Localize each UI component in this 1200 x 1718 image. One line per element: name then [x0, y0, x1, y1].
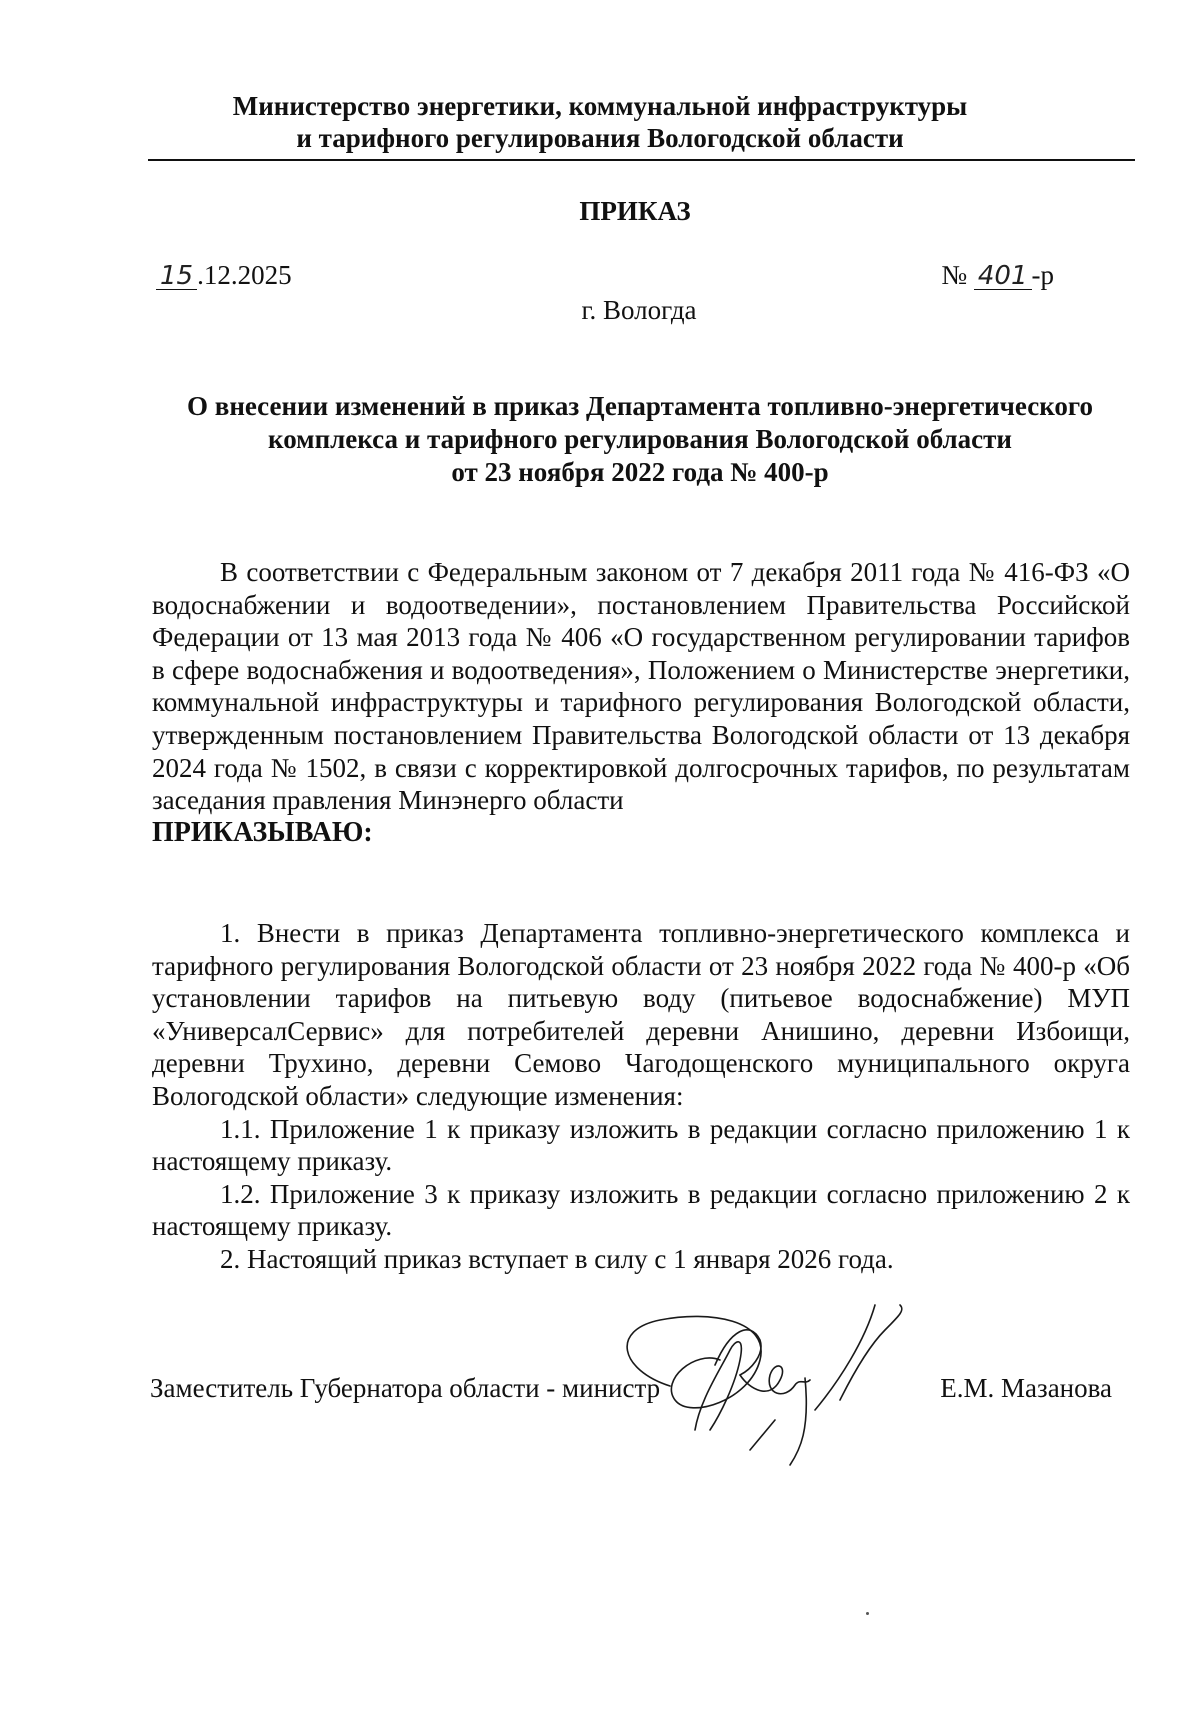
order-items [152, 917, 1130, 1276]
number-sign: № [941, 260, 968, 290]
handwritten-day: 15 [156, 263, 197, 290]
document-number [941, 260, 1054, 291]
number-suffix: -р [1031, 260, 1054, 290]
page-speck [866, 1612, 869, 1615]
signatory-name: Е.М. Мазанова [940, 1373, 1112, 1403]
order-item-2: 2. Настоящий приказ вступает в силу с 1 января 2026 года. [220, 1243, 894, 1274]
order-item-1-2: 1.2. Приложение 3 к приказу изложить в редакции согласно приложению 2 к настоящему приказу. [152, 1178, 1130, 1242]
document-date [156, 260, 292, 291]
handwritten-signature [600, 1290, 940, 1470]
subject-line-3: от 23 ноября 2022 года № 400-р [451, 457, 829, 487]
handwritten-number: 401 [974, 263, 1032, 290]
document-body [152, 556, 1130, 849]
signatory-title: Заместитель Губернатора области - министр [150, 1373, 661, 1403]
ministry-header [0, 90, 1200, 154]
header-divider [148, 159, 1135, 161]
subject-line-2: комплекса и тарифного регулирования Вологодской области [268, 424, 1012, 454]
ministry-line-1: Министерство энергетики, коммунальной инфраструктуры [232, 91, 968, 121]
order-item-1: 1. Внести в приказ Департамента топливно-энергетического комплекса и тарифного регулирования Вологодской области от 23 ноября 2022 года № 400-р «Об установлении тарифов на питьевую воду (питьевое водоснабжение) МУП «УниверсалСервис» для потребителей деревни Анишино, деревни Избоищи, деревни Трухино, деревни Семово Чагодощенского муниципального округа Вологодской области» следующие изменения: [152, 918, 1130, 1111]
order-item-1-1: 1.1. Приложение 1 к приказу изложить в редакции согласно приложению 1 к настоящему приказу. [152, 1113, 1130, 1177]
document-city: г. Вологда [581, 295, 697, 325]
document-subject [0, 390, 1200, 489]
date-month-year: .12.2025 [197, 260, 292, 290]
preamble-paragraph: В соответствии с Федеральным законом от 7 декабря 2011 года № 416-ФЗ «О водоснабжении и водоотведении», постановлением Правительства Российской Федерации от 13 мая 2013 года № 406 «О государственном регулировании тарифов в сфере водоснабжения и водоотведения», Положением о Министерстве энергетики, коммунальной инфраструктуры и тарифного регулирования Вологодской области, утвержденным постановлением Правительства Вологодской области от 13 декабря 2024 года № 1502, в связи с корректировкой долгосрочных тарифов, по результатам заседания правления Минэнерго области [152, 557, 1130, 816]
document-type: ПРИКАЗ [579, 196, 691, 226]
order-word: ПРИКАЗЫВАЮ: [152, 816, 373, 848]
subject-line-1: О внесении изменений в приказ Департамента топливно-энергетического [186, 391, 1093, 421]
ministry-line-2: и тарифного регулирования Вологодской области [296, 123, 904, 153]
